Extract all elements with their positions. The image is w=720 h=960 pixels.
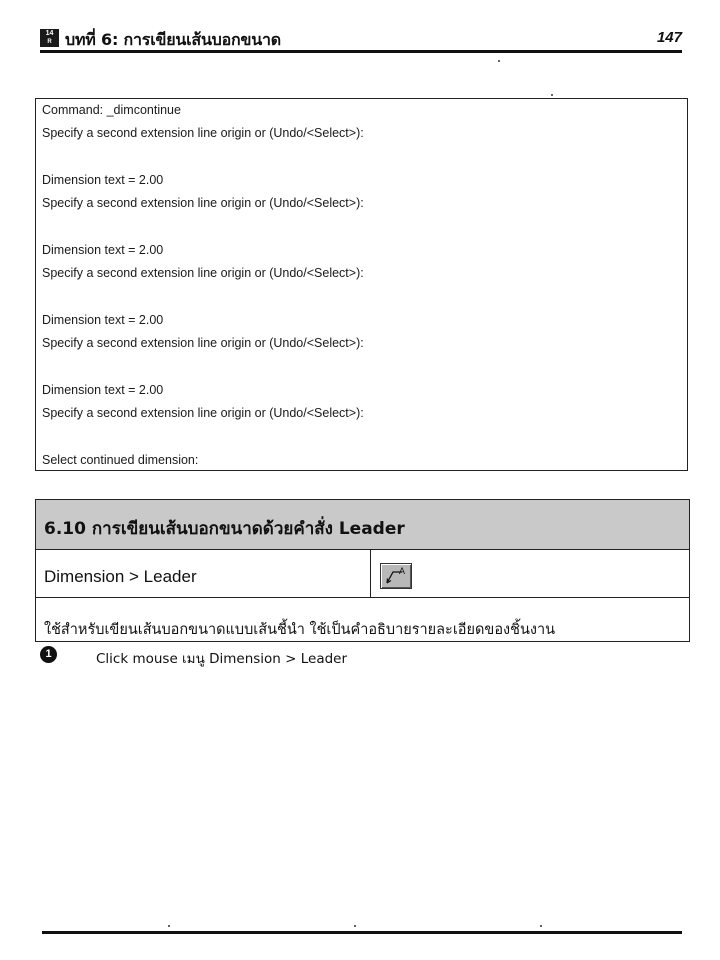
step-number-badge: 1 — [40, 646, 57, 663]
step-item — [40, 646, 640, 666]
scan-speck — [168, 925, 170, 927]
prompt-line: Specify a second extension line origin or (Undo/<Select>): — [42, 406, 364, 420]
chapter-icon-letter: R — [47, 39, 52, 45]
scan-speck — [551, 94, 553, 96]
step-text: Click mouse เมนู Dimension > Leader — [96, 651, 348, 667]
chapter-icon-number: 14 — [45, 30, 54, 37]
command-output-box — [35, 98, 688, 471]
menu-cell — [36, 550, 371, 597]
page-header — [40, 28, 682, 50]
menu-path: Dimension > Leader — [44, 567, 197, 586]
command-line: Command: _dimcontinue — [42, 103, 181, 117]
section-header — [36, 500, 689, 550]
leader-icon — [384, 566, 408, 586]
prompt-line: Specify a second extension line origin or (Undo/<Select>): — [42, 126, 364, 140]
dimension-text-line: Dimension text = 2.00 — [42, 383, 164, 397]
section-description: ใช้สำหรับเขียนเส้นบอกขนาดแบบเส้นชี้นำ ใช้เป็นคำอธิบายรายละเอียดของชิ้นงาน — [44, 622, 556, 638]
page-number: 147 — [656, 29, 682, 46]
prompt-line: Specify a second extension line origin or (Undo/<Select>): — [42, 266, 364, 280]
dimension-text-line: Dimension text = 2.00 — [42, 173, 164, 187]
dimension-text-line: Dimension text = 2.00 — [42, 313, 164, 327]
chapter-title: บทที่ 6: การเขียนเส้นบอกขนาด — [65, 30, 281, 49]
dimension-text-line: Dimension text = 2.00 — [42, 243, 164, 257]
prompt-line: Specify a second extension line origin or (Undo/<Select>): — [42, 336, 364, 350]
section-title: 6.10 การเขียนเส้นบอกขนาดด้วยคำสั่ง Leader — [44, 519, 405, 539]
section-table — [35, 499, 690, 642]
header-rule — [40, 50, 682, 53]
svg-text:A: A — [399, 566, 406, 576]
prompt-line: Specify a second extension line origin or (Undo/<Select>): — [42, 196, 364, 210]
leader-button[interactable] — [380, 563, 412, 589]
scan-speck — [498, 60, 500, 62]
select-dimension-line: Select continued dimension: — [42, 453, 199, 467]
scan-speck — [540, 925, 542, 927]
menu-row — [36, 550, 689, 598]
chapter-logo-icon — [40, 29, 59, 47]
footer-rule — [42, 931, 682, 934]
scan-speck — [354, 925, 356, 927]
